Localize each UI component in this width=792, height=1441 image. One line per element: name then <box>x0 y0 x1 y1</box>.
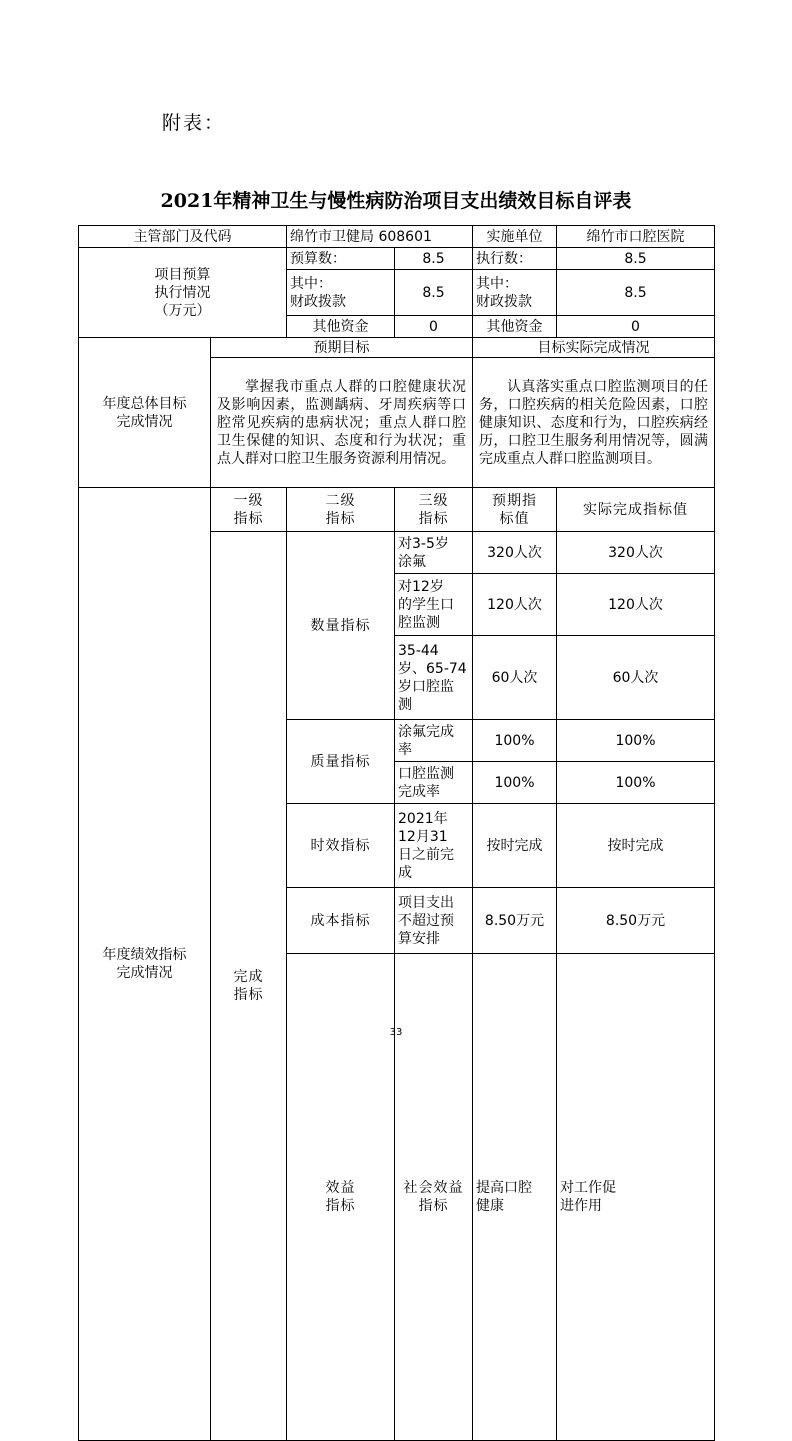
indicators-label: 年度绩效指标 完成情况 <box>79 488 211 1441</box>
col-level3: 三级 指标 <box>395 488 473 532</box>
q2-name: 对12岁 的学生口 腔监测 <box>395 574 473 636</box>
annual-goal-label: 年度总体目标 完成情况 <box>79 338 211 488</box>
t-expected: 按时完成 <box>473 804 557 888</box>
q3-name: 35-44 岁、65-74 岁口腔监 测 <box>395 636 473 720</box>
exec-amount-value: 8.5 <box>557 248 715 270</box>
budget-amount-label: 预算数： <box>287 248 395 270</box>
s-name: 提高口腔 健康 <box>473 954 557 1441</box>
col-level1: 一级 指标 <box>211 488 287 532</box>
other-budget-value: 0 <box>395 316 473 338</box>
level1-benefit: 效益 指标 <box>287 954 395 1441</box>
expected-goal-header: 预期目标 <box>211 338 473 358</box>
appendix-label: 附表： <box>162 112 226 134</box>
fiscal-exec-value: 8.5 <box>557 270 715 316</box>
t-name: 2021年 12月31 日之前完 成 <box>395 804 473 888</box>
quality-indicator: 质量指标 <box>287 720 395 804</box>
ql1-expected: 100% <box>473 720 557 762</box>
other-budget-label: 其他资金 <box>287 316 395 338</box>
other-exec-label: 其他资金 <box>473 316 557 338</box>
q1-name: 对3-5岁 涂氟 <box>395 532 473 574</box>
other-exec-value: 0 <box>557 316 715 338</box>
actual-goal-text: 认真落实重点口腔监测项目的任务，口腔疾病的相关危险因素，口腔健康知识、态度和行为，口腔疾病经历，口腔卫生服务利用情况等，圆满完成重点人群口腔监测项目。 <box>473 358 715 488</box>
exec-amount-label: 执行数： <box>473 248 557 270</box>
col-actual: 实际完成指标值 <box>557 488 715 532</box>
actual-goal-header: 目标实际完成情况 <box>473 338 715 358</box>
fiscal-budget-value: 8.5 <box>395 270 473 316</box>
q3-expected: 60人次 <box>473 636 557 720</box>
page-number: 33 <box>389 1027 403 1038</box>
ql2-actual: 100% <box>557 762 715 804</box>
cost-indicator: 成本指标 <box>287 888 395 954</box>
page-title: 2021年精神卫生与慢性病防治项目支出绩效目标自评表 <box>160 190 632 212</box>
dept-label: 主管部门及代码 <box>79 226 287 248</box>
q1-expected: 320人次 <box>473 532 557 574</box>
s-expected: 对工作促 进作用 <box>557 954 715 1441</box>
c-name: 项目支出 不超过预 算安排 <box>395 888 473 954</box>
q3-actual: 60人次 <box>557 636 715 720</box>
q2-actual: 120人次 <box>557 574 715 636</box>
performance-table <box>78 225 715 1441</box>
level1-complete: 完成 指标 <box>211 532 287 1441</box>
budget-label: 项目预算 执行情况 （万元） <box>79 248 287 338</box>
fiscal-exec-label: 其中： 财政拨款 <box>473 270 557 316</box>
ql2-expected: 100% <box>473 762 557 804</box>
social-indicator: 社会效益 指标 <box>395 954 473 1441</box>
c-expected: 8.50万元 <box>473 888 557 954</box>
t-actual: 按时完成 <box>557 804 715 888</box>
ql2-name: 口腔监测 完成率 <box>395 762 473 804</box>
col-level2: 二级 指标 <box>287 488 395 532</box>
col-expected: 预期指 标值 <box>473 488 557 532</box>
quantity-indicator: 数量指标 <box>287 532 395 720</box>
timeliness-indicator: 时效指标 <box>287 804 395 888</box>
dept-value: 绵竹市卫健局 608601 <box>287 226 473 248</box>
budget-amount-value: 8.5 <box>395 248 473 270</box>
unit-label: 实施单位 <box>473 226 557 248</box>
q2-expected: 120人次 <box>473 574 557 636</box>
ql1-name: 涂氟完成 率 <box>395 720 473 762</box>
ql1-actual: 100% <box>557 720 715 762</box>
unit-value: 绵竹市口腔医院 <box>557 226 715 248</box>
fiscal-budget-label: 其中： 财政拨款 <box>287 270 395 316</box>
expected-goal-text: 掌握我市重点人群的口腔健康状况及影响因素，监测龋病、牙周疾病等口腔常见疾病的患病状况；重点人群口腔卫生保健的知识、态度和行为状况；重点人群对口腔卫生服务资源利用情况。 <box>211 358 473 488</box>
c-actual: 8.50万元 <box>557 888 715 954</box>
q1-actual: 320人次 <box>557 532 715 574</box>
